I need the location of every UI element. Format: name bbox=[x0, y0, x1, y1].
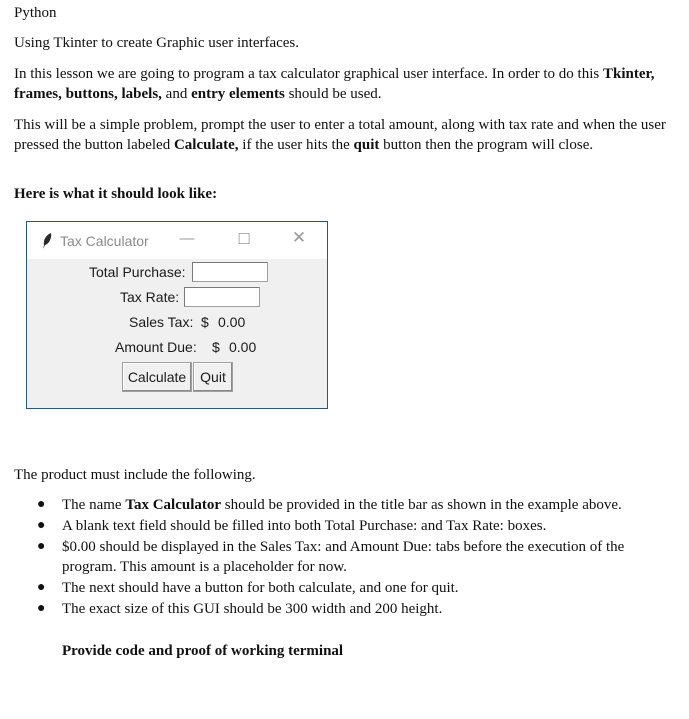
sales-tax-value: 0.00 bbox=[218, 314, 246, 330]
minimize-icon[interactable]: — bbox=[179, 230, 195, 247]
amount-due-label: Amount Due: bbox=[115, 339, 197, 355]
look-like-heading: Here is what it should look like: bbox=[14, 186, 218, 202]
feather-icon bbox=[41, 232, 53, 250]
intro-text: Using Tkinter to create Graphic user interfaces. bbox=[14, 35, 300, 51]
window-titlebar bbox=[27, 222, 327, 259]
product-intro: The product must include the following. bbox=[14, 467, 256, 483]
close-icon[interactable]: ✕ bbox=[291, 228, 307, 247]
list-item: ● The name Tax Calculator should be provided in the title bar as shown in the example above. bbox=[37, 497, 622, 513]
bullet-icon: ● bbox=[37, 601, 46, 616]
bullet-icon: ● bbox=[37, 539, 46, 554]
bullet-icon: ● bbox=[37, 518, 46, 533]
bullet-icon: ● bbox=[37, 580, 46, 595]
list-item: ● $0.00 should be displayed in the Sales Tax: and Amount Due: tabs before the execution of the program. This amount is a placeholder for now. bbox=[37, 539, 625, 575]
list-item: ● A blank text field should be filled into both Total Purchase: and Tax Rate: boxes. bbox=[37, 518, 547, 534]
calculate-button[interactable]: Calculate bbox=[122, 362, 192, 392]
final-note: Provide code and proof of working terminal bbox=[62, 643, 344, 659]
window-title: Tax Calculator bbox=[60, 233, 149, 249]
problem-paragraph: This will be a simple problem, prompt the user to enter a total amount, along with tax rate and when the user pressed the button labeled Calculate, if the user hits the quit button then the program will close. bbox=[14, 117, 666, 153]
total-purchase-input[interactable] bbox=[192, 262, 268, 282]
quit-button[interactable]: Quit bbox=[193, 362, 233, 392]
tax-calculator-window bbox=[26, 221, 328, 409]
amount-due-value: 0.00 bbox=[229, 339, 257, 355]
maximize-icon[interactable]: ☐ bbox=[237, 231, 251, 248]
total-purchase-label: Total Purchase: bbox=[89, 264, 186, 280]
list-item: ● The next should have a button for both calculate, and one for quit. bbox=[37, 580, 459, 596]
sales-tax-currency: $ bbox=[201, 314, 209, 330]
sales-tax-label: Sales Tax: bbox=[129, 314, 194, 330]
requirements-list bbox=[14, 495, 644, 620]
lesson-paragraph: In this lesson we are going to program a tax calculator graphical user interface. In order to do this Tkinter, frames, buttons, labels, and entry elements should be used. bbox=[14, 66, 655, 102]
amount-due-currency: $ bbox=[212, 339, 220, 355]
tax-rate-input[interactable] bbox=[184, 287, 260, 307]
list-item: ● The exact size of this GUI should be 300 width and 200 height. bbox=[37, 601, 443, 617]
tax-rate-label: Tax Rate: bbox=[120, 289, 180, 305]
bullet-icon: ● bbox=[37, 497, 46, 512]
heading-python: Python bbox=[14, 5, 57, 21]
